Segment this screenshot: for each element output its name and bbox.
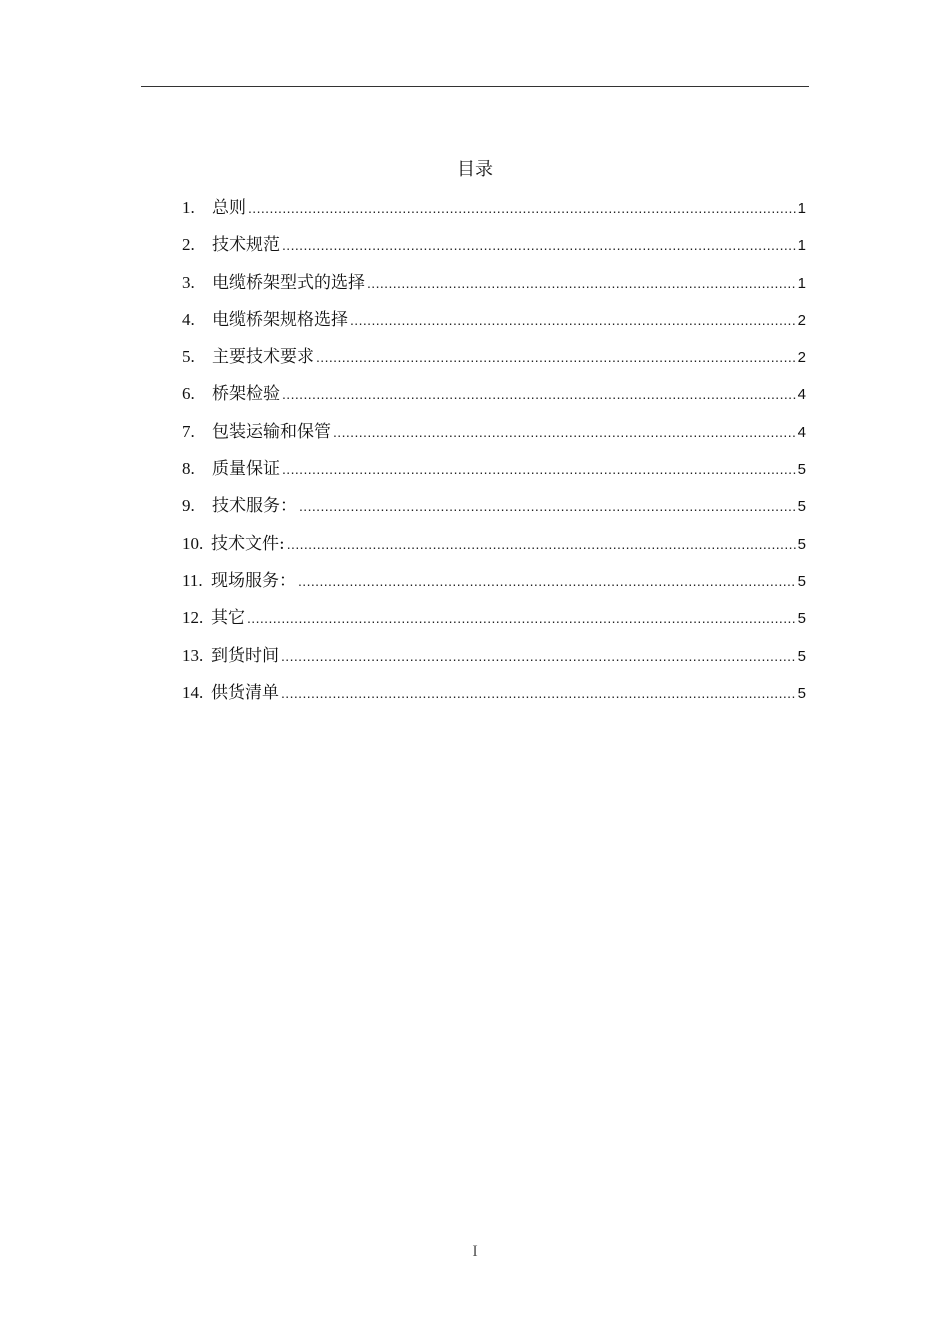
toc-entry-number: 10. (182, 533, 204, 553)
toc-entry[interactable] (182, 233, 806, 270)
toc-dot-leader (247, 606, 796, 630)
toc-entry-page: 4 (797, 386, 806, 404)
toc-entry-number: 2. (182, 235, 195, 255)
toc-dot-leader (248, 196, 796, 220)
toc-entry[interactable] (182, 308, 806, 345)
toc-dot-leader (282, 382, 796, 406)
toc-entry-page: 2 (797, 349, 806, 367)
toc-entry-text: 总则 (212, 198, 246, 218)
toc-entry-number: 9. (182, 496, 195, 516)
toc-entry-text: 技术规范 (212, 235, 280, 256)
toc-entry-page: 4 (797, 423, 806, 441)
toc-entry-page: 1 (797, 274, 806, 292)
toc-entry[interactable] (182, 345, 806, 382)
header-rule (141, 86, 809, 87)
toc-entry-page: 2 (797, 311, 806, 329)
toc-dot-leader (316, 345, 796, 369)
toc-dot-leader (298, 569, 796, 593)
toc-entry-text: 电缆桥架规格选择 (212, 309, 348, 330)
toc-entry-number: 4. (182, 309, 195, 329)
toc-dot-leader (282, 457, 796, 481)
toc-list (182, 196, 806, 718)
toc-entry-text: 技术文件: (211, 533, 285, 554)
toc-entry-text: 现场服务： (211, 570, 296, 591)
toc-entry[interactable] (182, 382, 806, 419)
toc-dot-leader (281, 644, 796, 668)
toc-dot-leader (281, 681, 796, 705)
toc-entry-text: 桥架检验 (212, 384, 280, 405)
toc-dot-leader (287, 532, 796, 556)
toc-entry-text: 主要技术要求 (212, 347, 314, 368)
toc-entry[interactable] (182, 420, 806, 457)
toc-entry[interactable] (182, 681, 806, 718)
toc-entry-number: 7. (182, 421, 195, 441)
toc-entry-text: 其它 (211, 608, 245, 629)
toc-entry[interactable] (182, 569, 806, 606)
toc-dot-leader (299, 494, 796, 518)
toc-entry-number: 12. (182, 608, 204, 628)
toc-entry-text: 包装运输和保管 (212, 421, 331, 442)
toc-entry-text: 供货清单 (211, 682, 279, 703)
toc-entry-text: 到货时间 (211, 645, 279, 666)
toc-entry-number: 11. (182, 570, 203, 590)
toc-entry[interactable] (182, 271, 806, 308)
toc-entry-page: 1 (797, 200, 806, 217)
toc-entry-page: 5 (797, 647, 806, 665)
toc-dot-leader (333, 420, 796, 444)
toc-entry[interactable] (182, 457, 806, 494)
toc-entry[interactable] (182, 532, 806, 569)
toc-entry-text: 质量保证 (212, 459, 280, 480)
toc-entry[interactable] (182, 494, 806, 531)
toc-entry-number: 3. (182, 272, 195, 292)
toc-entry[interactable] (182, 196, 806, 233)
toc-entry-page: 1 (797, 237, 806, 255)
toc-entry-number: 5. (182, 347, 195, 367)
toc-title: 目录 (457, 159, 493, 180)
toc-dot-leader (367, 271, 796, 295)
toc-entry-number: 6. (182, 384, 195, 404)
toc-entry-page: 5 (797, 535, 806, 553)
toc-entry-page: 5 (797, 684, 806, 702)
toc-entry[interactable] (182, 644, 806, 681)
toc-entry-page: 5 (797, 498, 806, 516)
toc-dot-leader (350, 308, 796, 332)
toc-entry-page: 5 (797, 610, 806, 628)
toc-entry-number: 13. (182, 645, 204, 665)
toc-entry-number: 1. (182, 198, 195, 217)
toc-entry-page: 5 (797, 572, 806, 590)
toc-entry[interactable] (182, 606, 806, 643)
toc-entry-page: 5 (797, 461, 806, 479)
toc-entry-number: 14. (182, 682, 204, 702)
toc-dot-leader (282, 233, 796, 257)
toc-entry-text: 电缆桥架型式的选择 (212, 272, 365, 293)
page-number: I (472, 1243, 478, 1260)
toc-entry-number: 8. (182, 459, 195, 479)
toc-entry-text: 技术服务： (212, 496, 297, 517)
